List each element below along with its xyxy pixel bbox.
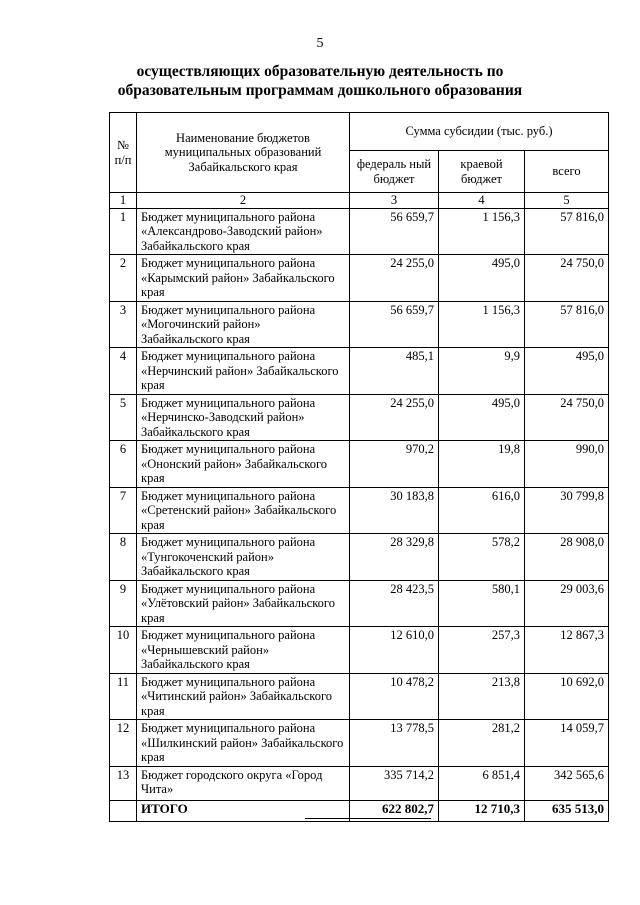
table-row [110,720,609,767]
row-federal: 24 255,0 [350,394,439,441]
header-name: Наименование бюджетов муниципальных образований Забайкальского края [137,113,350,193]
row-regional: 495,0 [439,255,525,302]
row-name: Бюджет муниципального района «Ононский район» Забайкальского края [137,441,350,488]
row-regional: 1 156,3 [439,208,525,255]
total-label: ИТОГО [137,800,350,821]
row-total: 990,0 [525,441,609,488]
table-row [110,441,609,488]
row-federal: 485,1 [350,348,439,395]
row-regional: 495,0 [439,394,525,441]
column-index-row [110,193,609,209]
table-row [110,255,609,302]
row-federal: 28 423,5 [350,580,439,627]
row-regional: 6 851,4 [439,766,525,800]
total-regional: 12 710,3 [439,800,525,821]
row-total: 342 565,6 [525,766,609,800]
table-row [110,673,609,720]
column-index: 3 [350,193,439,209]
row-name: Бюджет муниципального района «Нерчинский район» Забайкальского края [137,348,350,395]
row-num: 4 [110,348,137,395]
row-regional: 281,2 [439,720,525,767]
row-federal: 12 610,0 [350,627,439,674]
row-federal: 10 478,2 [350,673,439,720]
row-regional: 213,8 [439,673,525,720]
row-name: Бюджет муниципального района «Читинский район» Забайкальского края [137,673,350,720]
row-total: 28 908,0 [525,534,609,581]
row-federal: 970,2 [350,441,439,488]
row-name: Бюджет муниципального района «Чернышевский район» Забайкальского края [137,627,350,674]
row-num: 7 [110,487,137,534]
document-heading: осуществляющих образовательную деятельность по образовательным программам дошкольного образования [117,63,523,99]
row-num: 3 [110,301,137,348]
total-num-cell [110,800,137,821]
row-federal: 13 778,5 [350,720,439,767]
row-name: Бюджет муниципального района «Тунгокоченский район» Забайкальского края [137,534,350,581]
row-federal: 24 255,0 [350,255,439,302]
row-name: Бюджет муниципального района «Улётовский район» Забайкальского края [137,580,350,627]
row-total: 30 799,8 [525,487,609,534]
row-name: Бюджет муниципального района «Шилкинский район» Забайкальского края [137,720,350,767]
row-regional: 19,8 [439,441,525,488]
row-total: 495,0 [525,348,609,395]
row-federal: 56 659,7 [350,301,439,348]
row-total: 12 867,3 [525,627,609,674]
row-regional: 9,9 [439,348,525,395]
row-num: 13 [110,766,137,800]
row-num: 2 [110,255,137,302]
row-num: 9 [110,580,137,627]
row-total: 10 692,0 [525,673,609,720]
row-total: 57 816,0 [525,208,609,255]
row-federal: 28 329,8 [350,534,439,581]
row-name: Бюджет городского округа «Город Чита» [137,766,350,800]
header-num: № п/п [110,113,137,193]
page-number: 5 [316,36,324,51]
column-index: 1 [110,193,137,209]
row-num: 10 [110,627,137,674]
column-index: 4 [439,193,525,209]
table-row [110,580,609,627]
row-federal: 335 714,2 [350,766,439,800]
row-name: Бюджет муниципального района «Могочинский район» Забайкальского края [137,301,350,348]
row-regional: 1 156,3 [439,301,525,348]
row-num: 11 [110,673,137,720]
table-row [110,487,609,534]
table-row [110,301,609,348]
header-total: всего [525,151,609,193]
row-total: 14 059,7 [525,720,609,767]
column-index: 2 [137,193,350,209]
header-regional: краевой бюджет [439,151,525,193]
table-row [110,394,609,441]
row-federal: 30 183,8 [350,487,439,534]
row-num: 1 [110,208,137,255]
row-regional: 580,1 [439,580,525,627]
row-name: Бюджет муниципального района «Александрово-Заводский район» Забайкальского края [137,208,350,255]
row-total: 24 750,0 [525,255,609,302]
row-num: 12 [110,720,137,767]
row-num: 5 [110,394,137,441]
table-row [110,766,609,800]
total-total: 635 513,0 [525,800,609,821]
table-row [110,627,609,674]
row-name: Бюджет муниципального района «Нерчинско-Заводский район» Забайкальского края [137,394,350,441]
header-federal: федераль ный бюджет [350,151,439,193]
row-federal: 56 659,7 [350,208,439,255]
row-regional: 578,2 [439,534,525,581]
row-total: 29 003,6 [525,580,609,627]
row-name: Бюджет муниципального района «Карымский район» Забайкальского края [137,255,350,302]
total-federal: 622 802,7 [350,800,439,821]
header-subsidy: Сумма субсидии (тыс. руб.) [350,113,609,151]
row-regional: 257,3 [439,627,525,674]
row-regional: 616,0 [439,487,525,534]
table-row [110,534,609,581]
table-row [110,348,609,395]
subsidy-table [109,112,609,822]
closing-rule [305,818,431,819]
column-index: 5 [525,193,609,209]
table-row [110,208,609,255]
row-num: 8 [110,534,137,581]
row-total: 24 750,0 [525,394,609,441]
row-name: Бюджет муниципального района «Сретенский район» Забайкальского края [137,487,350,534]
row-num: 6 [110,441,137,488]
row-total: 57 816,0 [525,301,609,348]
